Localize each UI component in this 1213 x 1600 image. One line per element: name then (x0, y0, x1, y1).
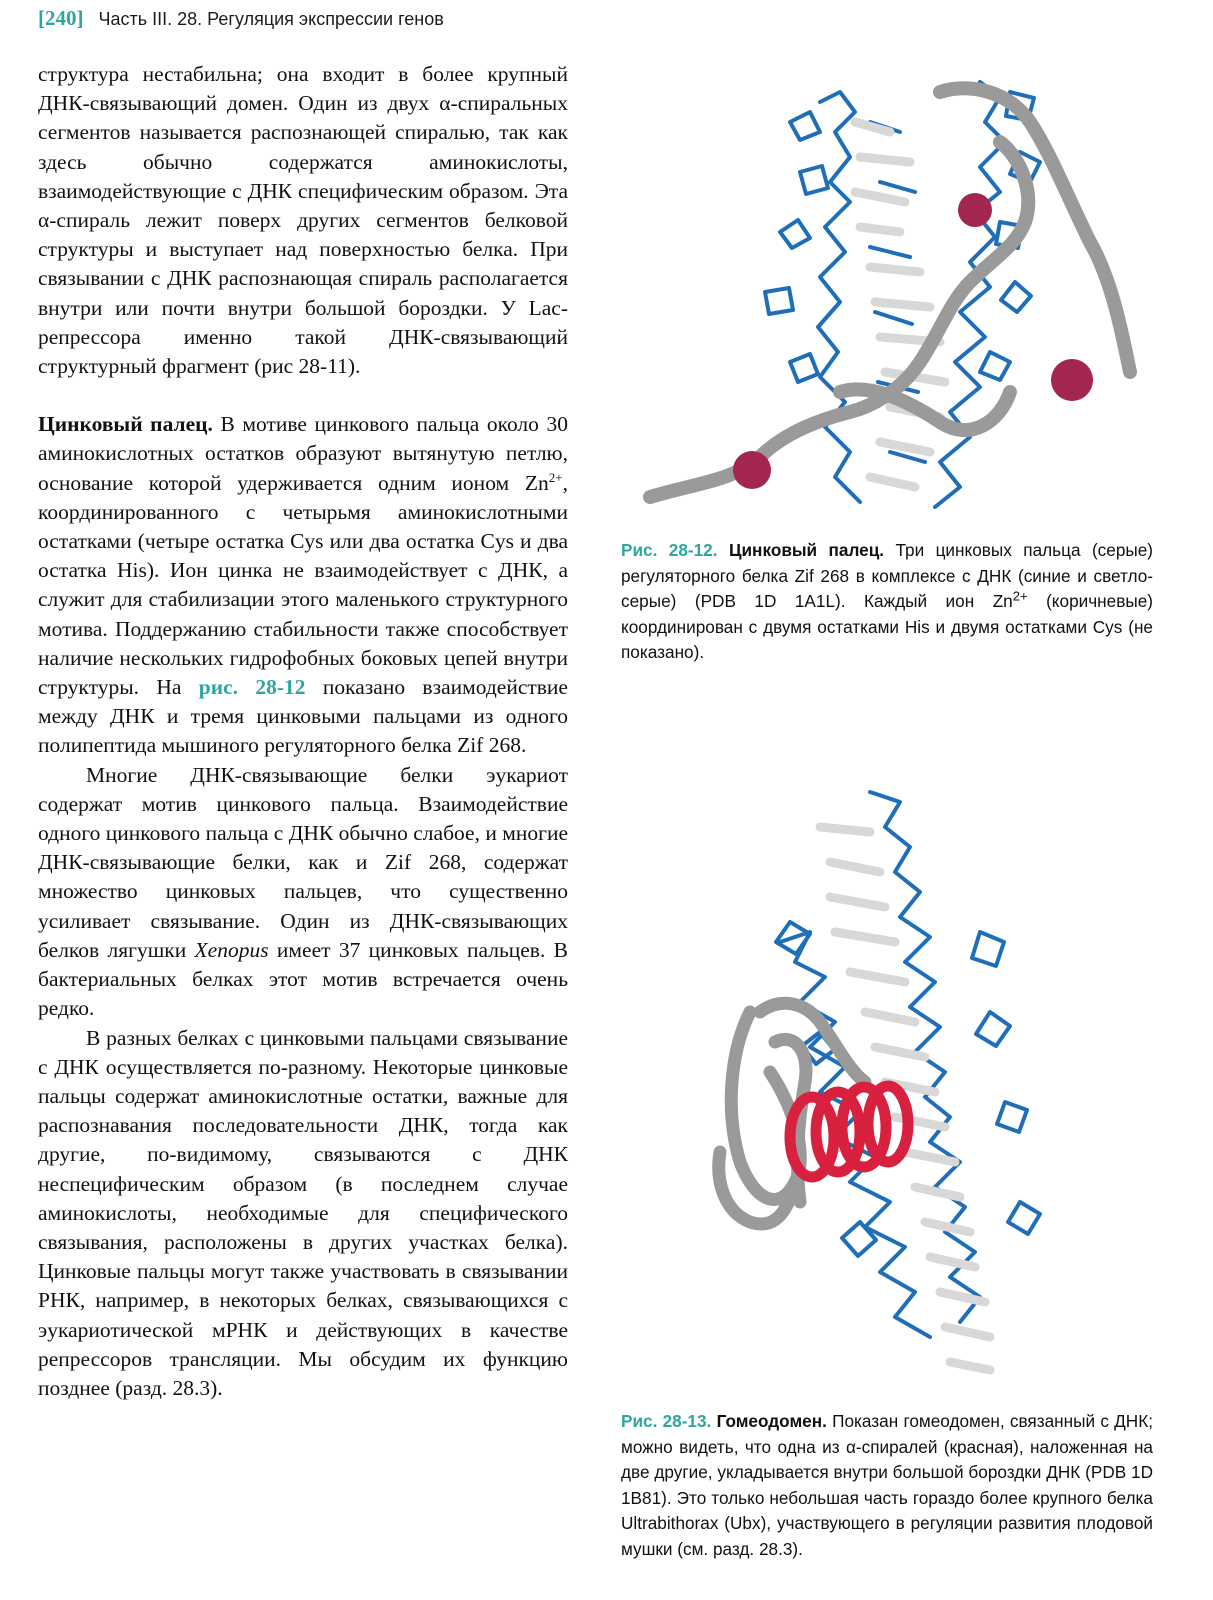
running-title: Часть III. 28. Регуляция экспрессии генов (98, 9, 444, 29)
species-name: Xenopus (194, 937, 269, 962)
figure-title: Цинковый палец. (728, 540, 885, 560)
zinc-finger-heading: Цинковый палец. (38, 412, 213, 437)
paragraph-2: Цинковый палец. В мотиве цинкового пальца около 30 аминокислотных остатков образуют вытянутую петлю, основание которой удерживается одним ионом $Zn^{2+}$, координированного с четырьмя аминокислотными остатками (четыре остатка Cys или два остатка Cys и два остатка His). Ион цинка не взаимодействует с ДНК, а служит для стабилизации этого маленького структурного мотива. Поддержанию стабильности также способствует наличие нескольких гидрофобных боковых цепей внутри структуры. На рис. 28-12 показано взаимодействие между ДНК и тремя цинковыми пальцами из одного полипептида мышиного регуляторного белка Zif 268. (38, 412, 568, 758)
homeodomain-figure (700, 782, 1080, 1392)
paragraph-3: Многие ДНК-связывающие белки эукариот содержат мотив цинкового пальца. Взаимодействие одного цинкового пальца с ДНК обычно слабое, и многие ДНК-связывающие белки, как и Zif 268, содержат множество цинковых пальцев, что существенно усиливает связывание. Один из ДНК-связывающих белков лягушки Xenopus имеет 37 цинковых пальцев. В бактериальных белках этот мотив встречается очень редко. (38, 762, 568, 1021)
figure-28-13-caption: Рис. 28-13. Гомеодомен. Показан гомеодомен, связанный с ДНК; можно видеть, что одна из α-спиралей (красная), наложенная на две другие, укладывается внутри большой бороздки ДНК (PDB 1D 1B81). Это только небольшая часть гораздо более крупного белка Ultrabithorax (Ubx), участвующего в регуляции развития плодовой мушки (см. разд. 28.3). (621, 1411, 1154, 1559)
figure-reference-link[interactable]: рис. 28-12 (198, 675, 306, 700)
body-text-column (38, 60, 568, 1403)
zinc-finger-molecule-illustration (640, 62, 1150, 522)
running-header (38, 6, 444, 36)
figure-28-12-caption: Рис. 28-12. Цинковый палец. Три цинковых пальца (серые) регуляторного белка Zif 268 в комплексе с ДНК (синие и светло-серые) (PDB 1D 1A1L). Каждый ион $Zn^{2+}$ (коричневые) координирован с двумя остатками His и двумя остатками Cys (не показано). (621, 540, 1154, 663)
zinc-finger-figure (640, 62, 1150, 522)
figure-title: Гомеодомен. (716, 1411, 827, 1431)
homeodomain-molecule-illustration (700, 782, 1080, 1392)
paragraph-4: В разных белках с цинковыми пальцами связывание с ДНК осуществляется по-разному. Некоторые цинковые пальцы содержат аминокислотные остатки, важные для распознавания последовательности ДНК, тогда как другие, по-видимому, связываются с ДНК неспецифическим образом (в последнем случае аминокислоты, необходимые для специфического связывания, расположены в других участках белка). Цинковые пальцы могут также участвовать в связывании РНК, например, в некоторых белках, связывающихся с эукариотической мРНК и действующих в качестве репрессоров трансляции. Мы обсудим их функцию позднее (разд. 28.3). (38, 1025, 568, 1400)
page-number: [240] (38, 6, 84, 30)
figure-label: Рис. 28-13. (621, 1411, 712, 1431)
paragraph-1: структура нестабильна; она входит в более крупный ДНК-связывающий домен. Один из двух α-спиральных сегментов называется распознающей спиралью, так как здесь обычно содержатся аминокислоты, взаимодействующие с ДНК специфическим образом. Эта α-спираль лежит поверх других сегментов белковой структуры и выступает над поверхностью белка. При связывании с ДНК распознающая спираль располагается внутри или почти внутри большой бороздки. У Lac-репрессора именно такой ДНК-связывающий структурный фрагмент (рис 28-11). (38, 62, 568, 379)
figure-label: Рис. 28-12. (621, 540, 718, 560)
